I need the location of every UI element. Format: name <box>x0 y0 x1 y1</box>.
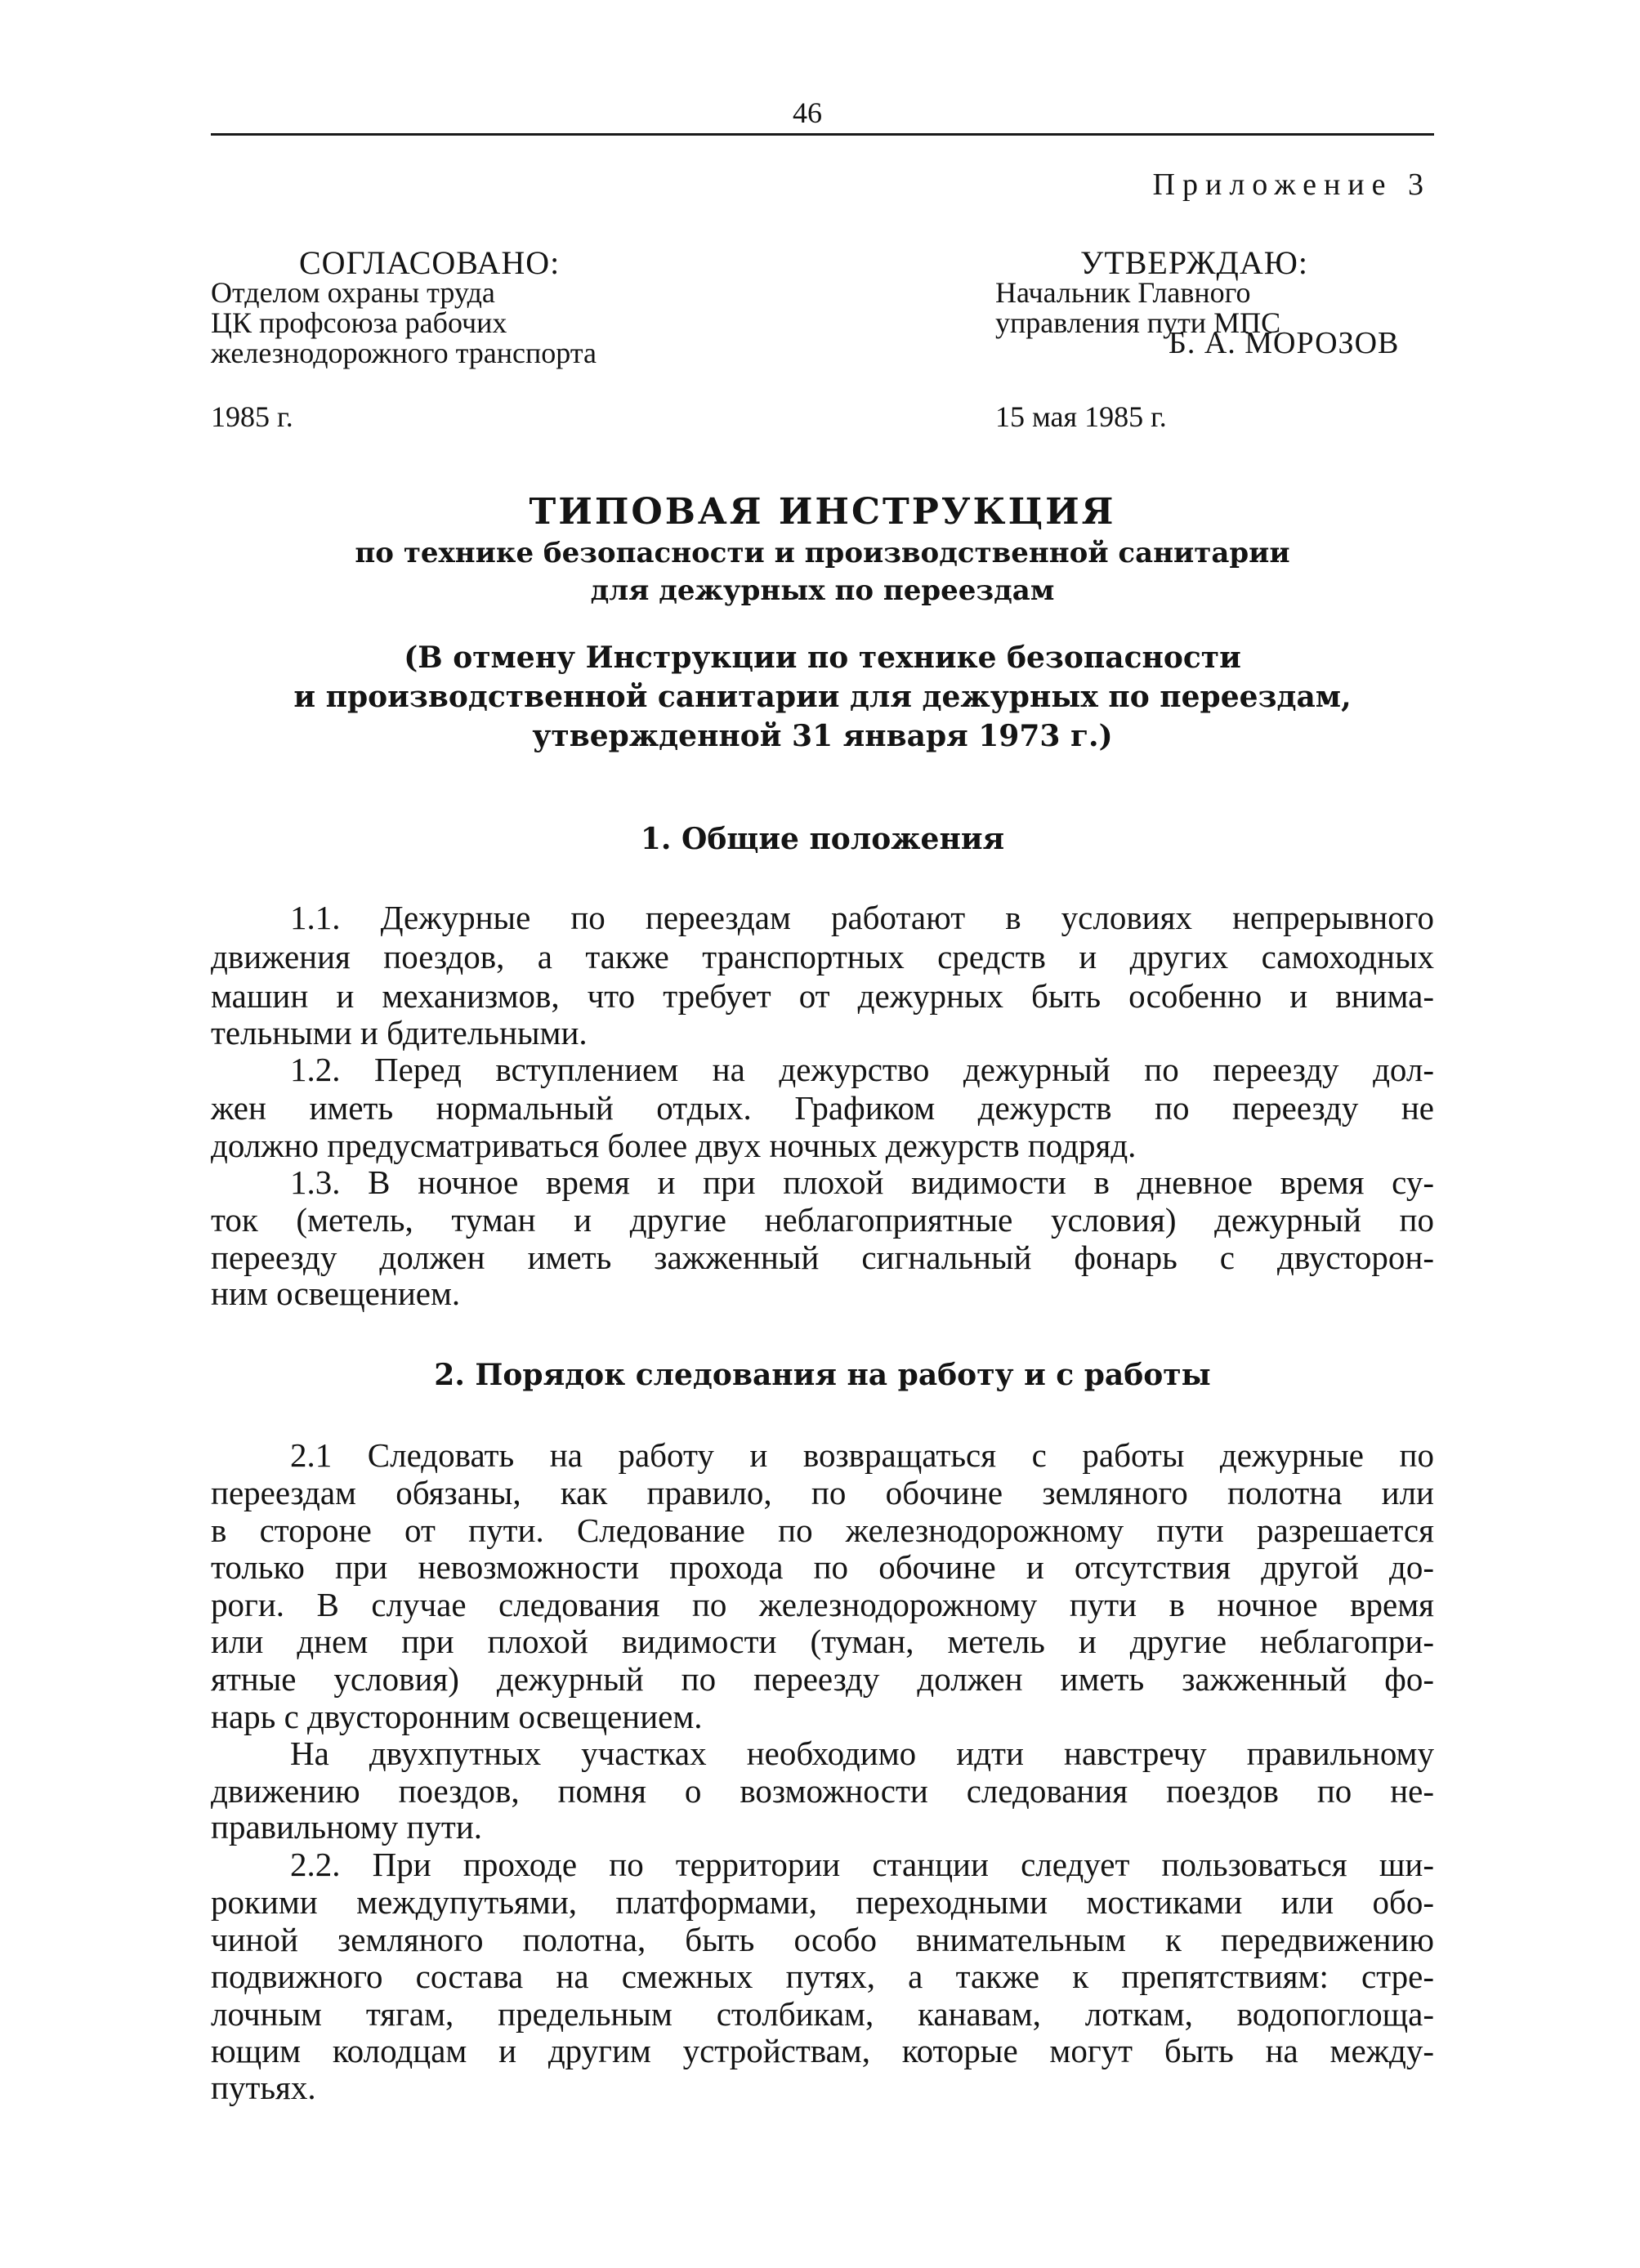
text-line: или днем при плохой видимости (туман, метель и другие неблагопри- <box>211 1623 1434 1660</box>
agreed-date: 1985 г. <box>211 400 293 433</box>
text-line: движения поездов, а также транспортных средств и других самоходных <box>211 938 1434 976</box>
text-line: нарь с двусторонним освещением. <box>211 1698 703 1735</box>
text-line: На двухпутных участках необходимо идти навстречу правильному <box>290 1734 1434 1772</box>
text-line: только при невозможности прохода по обочине и отсутствия другой до- <box>211 1548 1434 1586</box>
text-line: 2.2. При проходе по территории станции следует пользоваться ши- <box>290 1846 1434 1883</box>
text-line: путьях. <box>211 2069 316 2106</box>
page-number: 46 <box>793 96 822 129</box>
approver-name: Б. А. МОРОЗОВ <box>1169 326 1400 360</box>
text-line: 1.2. Перед вступлением на дежурство дежурный по переезду дол- <box>290 1051 1434 1088</box>
agreed-line: Отделом охраны труда <box>211 276 495 309</box>
cancellation-note: (В отмену Инструкции по технике безопасности <box>404 641 1241 675</box>
agreed-line: железнодорожного транспорта <box>211 337 597 369</box>
text-line: ним освещением. <box>211 1275 461 1312</box>
agreed-title: СОГЛАСОВАНО: <box>299 244 561 281</box>
text-line: рокими междупутьями, платформами, переходными мостиками или обо- <box>211 1883 1434 1921</box>
text-line: должно предусматриваться более двух ночных дежурств подряд. <box>211 1127 1137 1164</box>
text-line: подвижного состава на смежных путях, а также к препятствиям: стре- <box>211 1958 1434 1995</box>
document-subtitle: для дежурных по переездам <box>590 574 1055 607</box>
cancellation-note: утвержденной 31 января 1973 г.) <box>532 719 1113 753</box>
text-line: машин и механизмов, что требует от дежурных быть особенно и внима- <box>211 977 1434 1015</box>
section-heading: 1. Общие положения <box>640 822 1005 856</box>
approve-line: управления пути МПС <box>995 306 1281 339</box>
text-line: переезду должен иметь зажженный сигнальный фонарь с двусторон- <box>211 1239 1434 1276</box>
approve-title: УТВЕРЖДАЮ: <box>1080 244 1308 281</box>
text-line: движению поездов, помня о возможности следования поездов по не- <box>211 1772 1434 1810</box>
text-line: чиной земляного полотна, быть особо внимательным к передвижению <box>211 1921 1434 1958</box>
text-line: ющим колодцам и другим устройствам, которые могут быть на между- <box>211 2032 1434 2069</box>
text-line: правильному пути. <box>211 1808 483 1846</box>
text-line: жен иметь нормальный отдых. Графиком дежурств по переезду не <box>211 1089 1434 1127</box>
document-title: ТИПОВАЯ ИНСТРУКЦИЯ <box>529 491 1116 533</box>
text-line: 1.3. В ночное время и при плохой видимости в дневное время су- <box>290 1163 1434 1201</box>
approve-date: 15 мая 1985 г. <box>995 400 1167 433</box>
header-rule <box>211 133 1434 136</box>
appendix-label: Приложение 3 <box>1152 167 1431 202</box>
text-line: переездам обязаны, как правило, по обочине земляного полотна или <box>211 1474 1434 1511</box>
text-line: ток (метель, туман и другие неблагоприятные условия) дежурный по <box>211 1201 1434 1239</box>
document-subtitle: по технике безопасности и производственной санитарии <box>355 537 1290 569</box>
section-heading: 2. Порядок следования на работу и с работы <box>434 1358 1211 1392</box>
text-line: 2.1 Следовать на работу и возвращаться с работы дежурные по <box>290 1436 1434 1474</box>
cancellation-note: и производственной санитарии для дежурных по переездам, <box>293 680 1352 714</box>
approve-line: Начальник Главного <box>995 276 1251 309</box>
text-line: лочным тягам, предельным столбикам, канавам, лоткам, водопоглоща- <box>211 1995 1434 2033</box>
text-line: ятные условия) дежурный по переезду должен иметь зажженный фо- <box>211 1660 1434 1698</box>
text-line: в стороне от пути. Следование по железнодорожному пути разрешается <box>211 1511 1434 1549</box>
text-line: роги. В случае следования по железнодорожному пути в ночное время <box>211 1586 1434 1623</box>
agreed-line: ЦК профсоюза рабочих <box>211 306 507 339</box>
text-line: тельными и бдительными. <box>211 1014 588 1051</box>
text-line: 1.1. Дежурные по переездам работают в условиях непрерывного <box>290 899 1434 936</box>
